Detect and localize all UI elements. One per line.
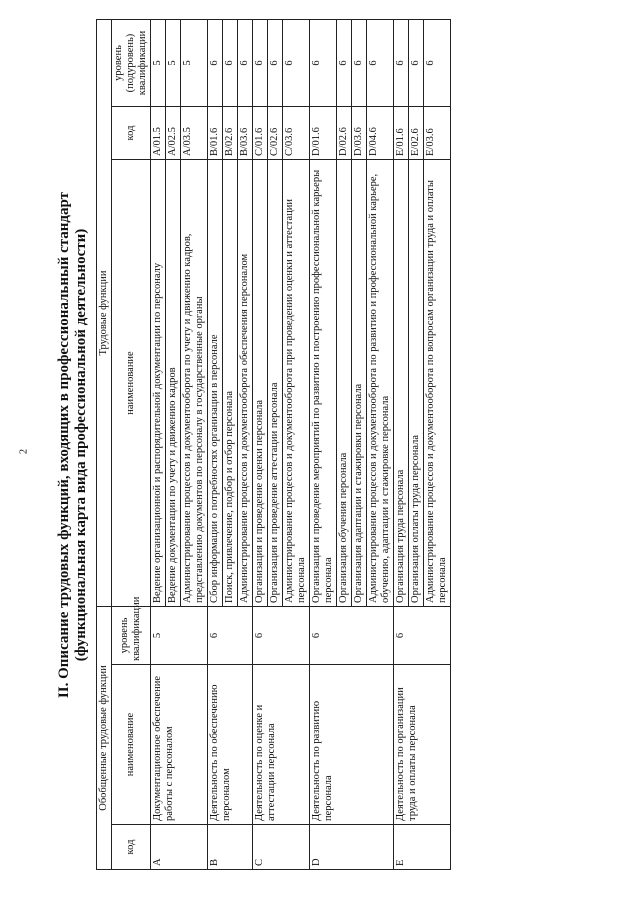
group-name: Деятельность по организации труда и оплаты персонала <box>394 665 451 825</box>
page-title <box>56 20 90 870</box>
header-function-name: наименование <box>112 160 151 607</box>
function-code: C/02.6 <box>268 107 283 160</box>
table-row <box>394 19 409 869</box>
group-name: Деятельность по развитию персонала <box>310 665 394 825</box>
group-code: D <box>310 825 394 870</box>
function-name: Администрирование процессов и документооборота по развитию и профессиональной карьере, обучению, адаптации и стажировке персонала <box>367 160 394 607</box>
group-code: B <box>208 825 253 870</box>
header-level: уровень квалификации <box>112 607 151 665</box>
header-functions: Трудовые функции <box>97 19 112 606</box>
function-code: D/02.6 <box>337 107 352 160</box>
function-level: 5 <box>166 19 181 106</box>
title-line-1: II. Описание трудовых функций, входящих в профессиональный стандарт <box>56 191 72 699</box>
function-level: 6 <box>424 19 451 106</box>
function-level: 5 <box>151 19 166 106</box>
group-name: Деятельность по оценке и аттестации персонала <box>253 665 310 825</box>
function-name: Организация оплаты труда персонала <box>409 160 424 607</box>
function-name: Поиск, привлечение, подбор и отбор персонала <box>223 160 238 607</box>
table-row <box>151 19 166 869</box>
function-level: 6 <box>268 19 283 106</box>
function-code: B/02.6 <box>223 107 238 160</box>
function-name: Организация обучения персонала <box>337 160 352 607</box>
function-code: A/01.5 <box>151 107 166 160</box>
function-name: Администрирование процессов и документооборота по вопросам организации труда и оплаты персонала <box>424 160 451 607</box>
function-code: C/03.6 <box>283 107 310 160</box>
function-code: E/03.6 <box>424 107 451 160</box>
function-level: 6 <box>238 19 253 106</box>
function-level: 6 <box>283 19 310 106</box>
page-number: 2 <box>18 449 30 454</box>
functional-map-table <box>96 19 451 870</box>
group-level: 6 <box>208 607 253 665</box>
group-level: 6 <box>310 607 394 665</box>
header-sublevel: уровень (подуровень) квалификации <box>112 19 151 106</box>
function-level: 6 <box>337 19 352 106</box>
function-code: A/02.5 <box>166 107 181 160</box>
function-level: 5 <box>181 19 208 106</box>
function-name: Администрирование процессов и документооборота по учету и движению кадров, представлению документов по персоналу в государственные органы <box>181 160 208 607</box>
group-name: Деятельность по обеспечению персоналом <box>208 665 253 825</box>
function-level: 6 <box>352 19 367 106</box>
rotated-page-content <box>56 20 626 870</box>
header-code: код <box>112 825 151 870</box>
function-name: Администрирование процессов и документооборота обеспечения персоналом <box>238 160 253 607</box>
table-row <box>310 19 337 869</box>
function-level: 6 <box>367 19 394 106</box>
function-name: Организация адаптации и стажировки персонала <box>352 160 367 607</box>
function-code: D/01.6 <box>310 107 337 160</box>
function-level: 6 <box>310 19 337 106</box>
header-function-code: код <box>112 107 151 160</box>
function-code: E/02.6 <box>409 107 424 160</box>
group-code: E <box>394 825 451 870</box>
group-level: 5 <box>151 607 208 665</box>
function-code: E/01.6 <box>394 107 409 160</box>
table-row <box>208 19 223 869</box>
function-code: A/03.5 <box>181 107 208 160</box>
group-level: 6 <box>394 607 451 665</box>
header-name: наименование <box>112 665 151 825</box>
group-level: 6 <box>253 607 310 665</box>
function-name: Организация труда персонала <box>394 160 409 607</box>
function-code: D/04.6 <box>367 107 394 160</box>
function-name: Ведение организационной и распорядительной документации по персоналу <box>151 160 166 607</box>
function-code: C/01.6 <box>253 107 268 160</box>
function-code: B/03.6 <box>238 107 253 160</box>
group-name: Документационное обеспечение работы с персоналом <box>151 665 208 825</box>
function-level: 6 <box>208 19 223 106</box>
function-level: 6 <box>223 19 238 106</box>
title-line-2: (функциональная карта вида профессиональной деятельности) <box>73 228 89 662</box>
group-code: C <box>253 825 310 870</box>
function-code: B/01.6 <box>208 107 223 160</box>
function-name: Организация и проведение мероприятий по развитию и построению профессиональной карьеры персонала <box>310 160 337 607</box>
function-level: 6 <box>253 19 268 106</box>
function-name: Организация и проведение аттестации персонала <box>268 160 283 607</box>
table-row <box>253 19 268 869</box>
header-generalized: Обобщенные трудовые функции <box>97 607 112 870</box>
function-name: Сбор информации о потребностях организации в персонале <box>208 160 223 607</box>
function-level: 6 <box>394 19 409 106</box>
function-level: 6 <box>409 19 424 106</box>
function-name: Ведение документации по учету и движению кадров <box>166 160 181 607</box>
group-code: A <box>151 825 208 870</box>
function-name: Организация и проведение оценки персонала <box>253 160 268 607</box>
function-name: Администрирование процессов и документооборота при проведении оценки и аттестации персонала <box>283 160 310 607</box>
function-code: D/03.6 <box>352 107 367 160</box>
